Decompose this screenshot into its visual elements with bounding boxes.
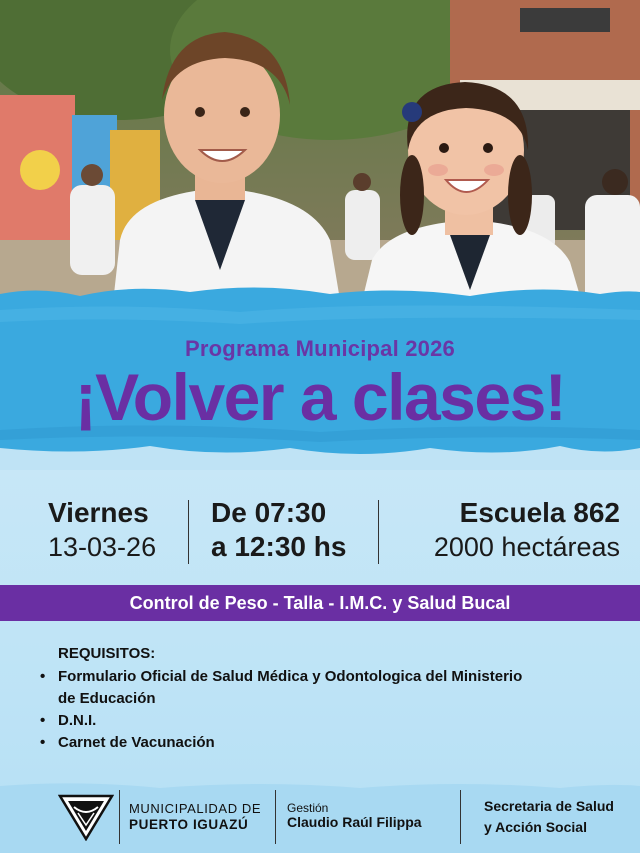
requirements-title: REQUISITOS: [58,645,156,662]
footer-divider-1 [119,790,120,844]
bullet: • [40,712,46,729]
event-date: 13-03-26 [48,532,157,562]
event-day-label: Viernes [48,497,149,528]
municipality-logo-icon [58,793,114,841]
requirements-list [40,666,538,754]
info-divider-1 [188,500,189,564]
municipality-line2: PUERTO IGUAZÚ [129,817,249,832]
bullet: • [40,734,46,751]
municipality-line1: MUNICIPALIDAD DE [129,801,262,816]
secretaria-line2: y Acción Social [484,819,587,835]
main-title: ¡Volver a clases! [74,360,566,434]
footer-divider-2 [275,790,276,844]
program-subtitle: Programa Municipal 2026 [185,336,455,361]
list-item [40,666,538,710]
event-time-from: De 07:30 [211,497,327,528]
event-time-to: a 12:30 hs [211,531,347,562]
event-day [48,496,156,568]
bullet: • [40,668,46,685]
event-place-name: Escuela 862 [459,497,620,528]
list-item [40,710,538,732]
event-place-area: 2000 hectáreas [433,532,620,562]
event-place [434,496,620,568]
gestion-label: Gestión [287,801,329,815]
secretaria-line1: Secretaria de Salud [484,798,614,814]
requirement-text: Carnet de Vacunación [58,734,215,751]
footer-divider-3 [460,790,461,844]
services-banner: Control de Peso - Talla - I.M.C. y Salud Bucal [0,585,640,621]
event-time [211,496,346,568]
list-item [40,732,538,754]
gestion-name: Claudio Raúl Filippa [287,814,422,830]
info-divider-2 [378,500,379,564]
requirement-text: Formulario Oficial de Salud Médica y Odontologica del Ministerio de Educación [58,668,523,707]
requirement-text: D.N.I. [58,712,97,729]
